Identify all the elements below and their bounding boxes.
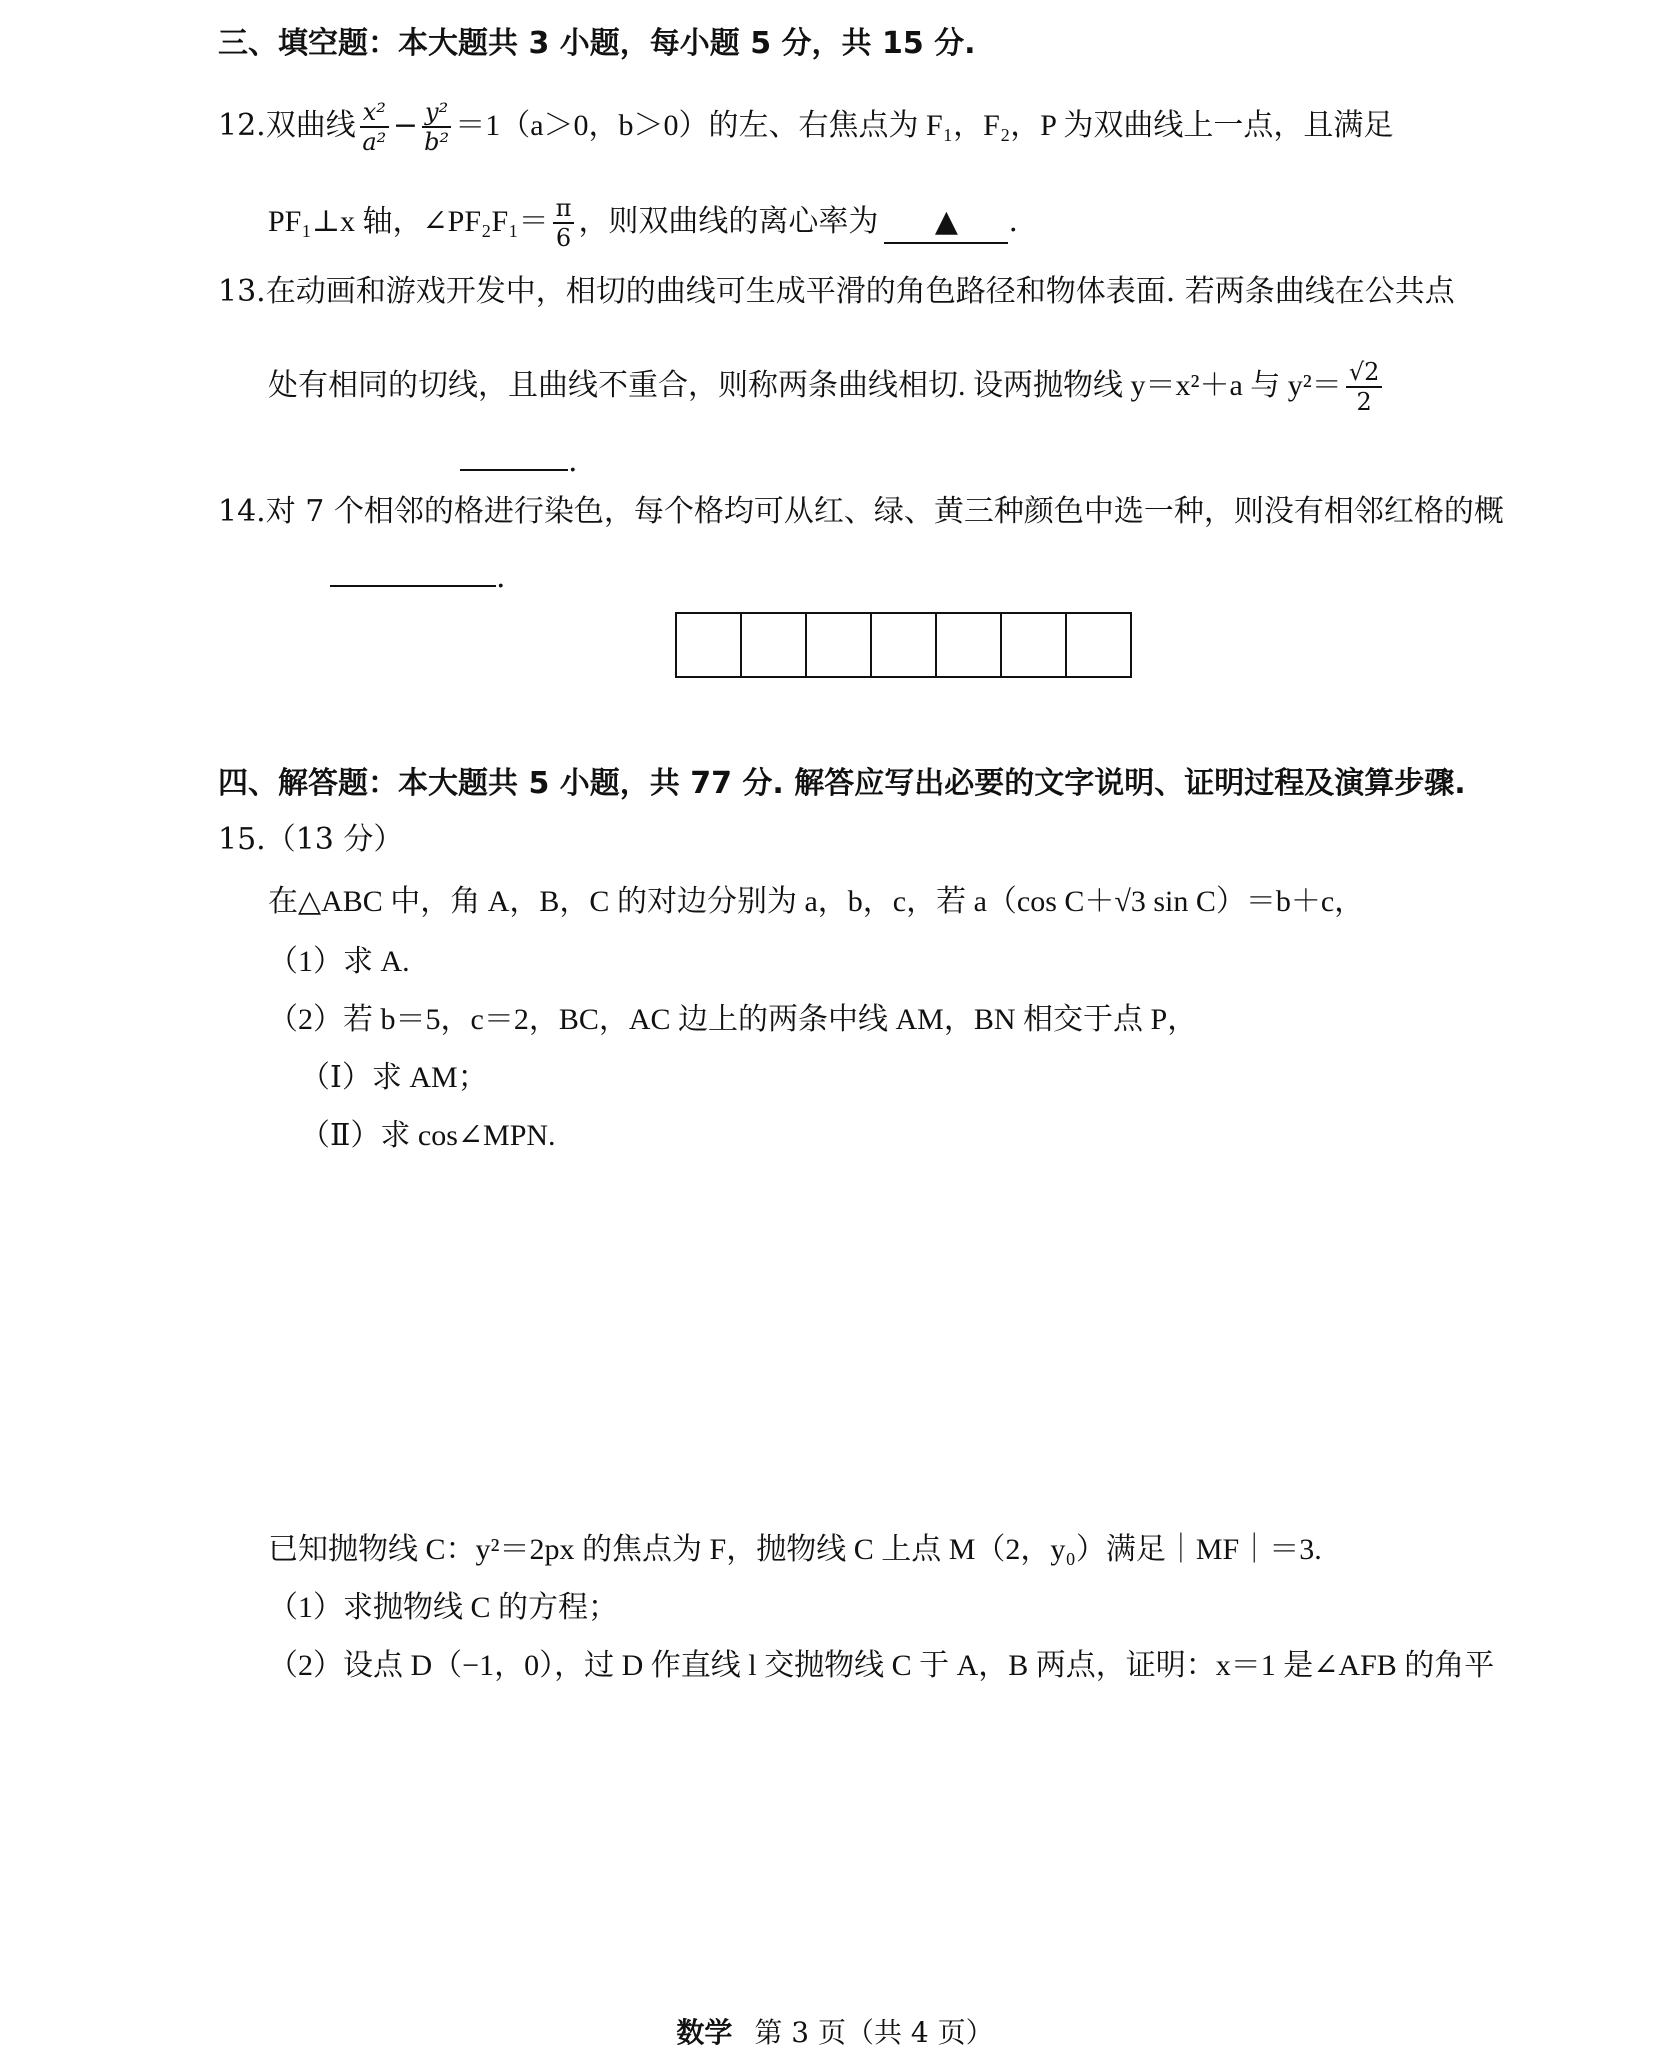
- q15-points: （13 分）: [265, 822, 404, 857]
- q14-cell: [1067, 614, 1130, 676]
- q13-answer-blank: [460, 469, 568, 471]
- q13-end-period: .: [568, 444, 578, 479]
- q12-fraction-y: [422, 98, 451, 156]
- page-footer: [0, 2016, 1670, 2050]
- q15-sub1: （Ⅰ）求 AM；: [300, 1061, 488, 1094]
- q12-line2-post: ，则双曲线的离心率为: [578, 204, 879, 239]
- q12-fraction-x-num: x²: [360, 98, 389, 128]
- q13-fraction: [1346, 358, 1383, 416]
- q12-fraction-x: [360, 98, 389, 156]
- q14-answer-blank: [330, 585, 496, 587]
- q12-number: 12.: [218, 108, 266, 143]
- q14-cell-strip: [675, 612, 1132, 678]
- q12-fraction-y-den: b²: [424, 128, 450, 156]
- q13-text-2: 处有相同的切线，且曲线不重合，则称两条曲线相切. 设两抛物线 y＝x²＋a 与 y²＝: [268, 369, 1342, 402]
- q14-cell: [872, 614, 937, 676]
- q14-number: 14.: [218, 494, 266, 529]
- q12-fraction-y-num: y²: [422, 98, 451, 128]
- q15-part2: （2）若 b＝5，c＝2，BC，AC 边上的两条中线 AM，BN 相交于点 P，: [268, 1003, 1198, 1036]
- q12-fraction-angle-num: π: [553, 194, 575, 224]
- q13-text-1: 在动画和游戏开发中，相切的曲线可生成平滑的角色路径和物体表面. 若两条曲线在公共点: [265, 274, 1455, 309]
- q14-line1: [218, 492, 1504, 532]
- q14-line2: [330, 558, 506, 598]
- q16-part2: （2）设点 D（−1，0），过 D 作直线 l 交抛物线 C 于 A，B 两点，证明：x＝1 是∠AFB 的角平: [268, 1649, 1495, 1682]
- q12-lead: 双曲线: [265, 108, 356, 143]
- q12-condition: ＝1（a＞0，b＞0）的左、右焦点为 F₁，F₂，P 为双曲线上一点，且满足: [455, 109, 1394, 142]
- q14-end-period: .: [496, 560, 506, 595]
- q12-minus: −: [392, 108, 419, 143]
- q14-cell: [937, 614, 1002, 676]
- q12-blank-marker: ▲: [934, 204, 958, 239]
- q13-line3: [460, 442, 578, 482]
- q14-cell: [677, 614, 742, 676]
- footer-subject: 数学: [676, 2016, 733, 2049]
- q15-number: 15.: [218, 822, 266, 857]
- q12-answer-blank: [884, 202, 1008, 244]
- section3-heading: 三、填空题：本大题共 3 小题，每小题 5 分，共 15 分.: [218, 26, 976, 61]
- q14-cell: [807, 614, 872, 676]
- q13-fraction-num: √2: [1346, 358, 1383, 388]
- q14-cell: [1002, 614, 1067, 676]
- q15-sub2: （Ⅱ）求 cos∠MPN.: [300, 1119, 556, 1152]
- q13-line1: [218, 272, 1455, 312]
- q16-part1: （1）求抛物线 C 的方程；: [268, 1591, 619, 1624]
- q16-stem: 已知抛物线 C：y²＝2px 的焦点为 F，抛物线 C 上点 M（2，y₀）满足｜MF｜＝3.: [268, 1533, 1322, 1566]
- q14-cell: [742, 614, 807, 676]
- q12-line1: [218, 98, 1393, 156]
- q15-stem: 在△ABC 中，角 A，B，C 的对边分别为 a，b，c，若 a（cos C＋√3 sin C）＝b＋c，: [268, 885, 1365, 918]
- q12-fraction-angle-den: 6: [555, 224, 572, 252]
- q12-end-period: .: [1008, 204, 1018, 239]
- q15-header: [218, 820, 403, 860]
- q14-text-1: 对 7 个相邻的格进行染色，每个格均可从红、绿、黄三种颜色中选一种，则没有相邻红格的概: [265, 494, 1504, 529]
- q15-part1: （1）求 A.: [268, 945, 410, 978]
- q13-line2: [268, 358, 1386, 416]
- q13-fraction-den: 2: [1356, 388, 1372, 416]
- q12-line2: [268, 194, 1018, 252]
- q12-fraction-angle: [553, 194, 575, 252]
- q13-number: 13.: [218, 274, 266, 309]
- q12-line2-pre: PF₁⊥x 轴，∠PF₂F₁＝: [268, 205, 549, 238]
- q12-fraction-x-den: a²: [362, 128, 387, 156]
- section4-heading: 四、解答题：本大题共 5 小题，共 77 分. 解答应写出必要的文字说明、证明过程及演算步骤.: [218, 766, 1466, 801]
- footer-page-number: 第 3 页（共 4 页）: [754, 2016, 994, 2049]
